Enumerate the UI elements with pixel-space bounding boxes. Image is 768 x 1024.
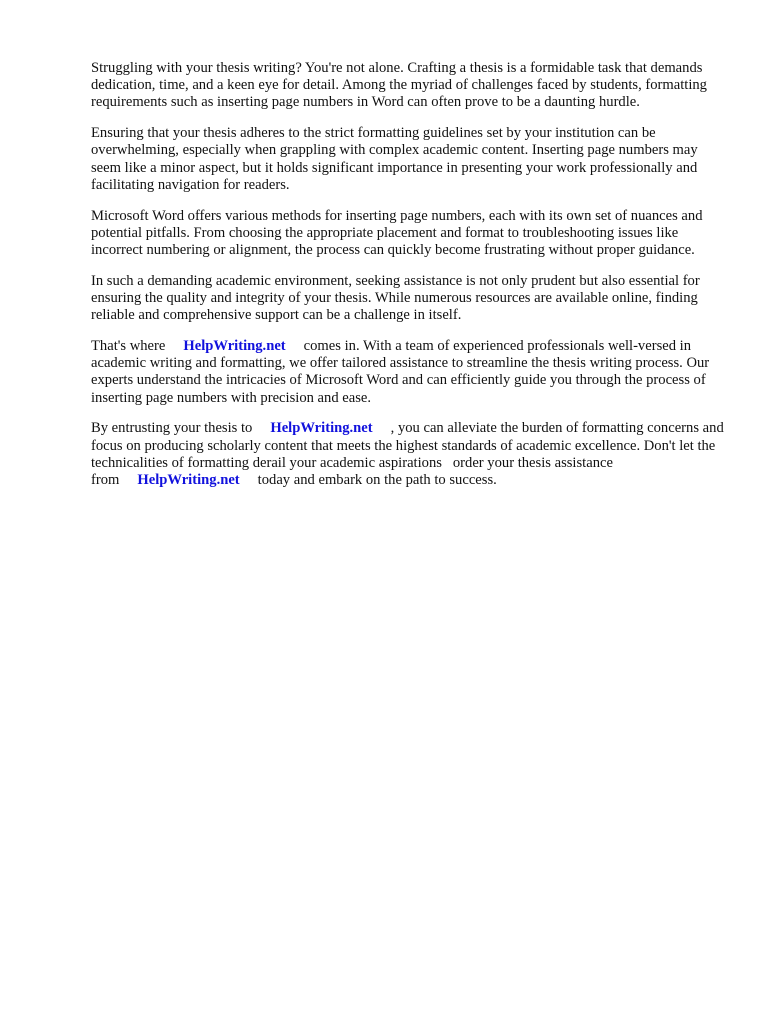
paragraph-intro (91, 60, 731, 112)
paragraph-text: today and embark on the path to success. (257, 472, 497, 489)
helpwriting-link[interactable]: HelpWriting.net (137, 472, 240, 489)
paragraph-helpwriting-intro (91, 338, 731, 407)
paragraph-text: Ensuring that your thesis adheres to the strict formatting guidelines set by your institution can be overwhelming, especially when grappling with complex academic content. Inserting page numbers may seem like a minor aspect, but it holds significant importance in presenting your work professionally and facilitating navigation for readers. (91, 125, 698, 193)
helpwriting-link[interactable]: HelpWriting.net (183, 338, 286, 355)
paragraph-text: In such a demanding academic environment, seeking assistance is not only prudent but also essential for ensuring the quality and integrity of your thesis. While numerous resources are available online, finding reliable and comprehensive support can be a challenge in itself. (91, 272, 700, 324)
paragraph-closing (91, 420, 731, 489)
paragraph-text: comes in. With a team of experienced professionals well-versed in academic writing and formatting, we offer tailored assistance to streamline the thesis writing process. Our experts understand the intricacies of Microsoft Word and can efficiently guide you through the process of inserting page numbers with precision and ease. (91, 338, 710, 406)
paragraph-text: That's where (91, 338, 166, 355)
paragraph-word-methods (91, 208, 731, 260)
paragraph-text: Microsoft Word offers various methods for inserting page numbers, each with its own set of nuances and potential pitfalls. From choosing the appropriate placement and format to troubleshooting issues like incorrect numbering or alignment, the process can quickly become frustrating without proper guidance. (91, 207, 703, 259)
helpwriting-link[interactable]: HelpWriting.net (270, 420, 373, 437)
paragraph-text: Struggling with your thesis writing? You're not alone. Crafting a thesis is a formidable task that demands dedication, time, and a keen eye for detail. Among the myriad of challenges faced by students, formatting requirements such as inserting page numbers in Word can often prove to be a daunting hurdle. (91, 60, 707, 111)
document-page (91, 60, 731, 503)
paragraph-text: , you can alleviate the burden of formatting concerns and focus on producing scholarly content that meets the highest standards of academic excellence. Don't let the technicalities of formatting derail your academic aspirations order your thesis assistance from (91, 420, 728, 489)
paragraph-text: By entrusting your thesis to (91, 420, 253, 437)
paragraph-guidelines (91, 125, 731, 194)
paragraph-assistance (91, 273, 731, 325)
